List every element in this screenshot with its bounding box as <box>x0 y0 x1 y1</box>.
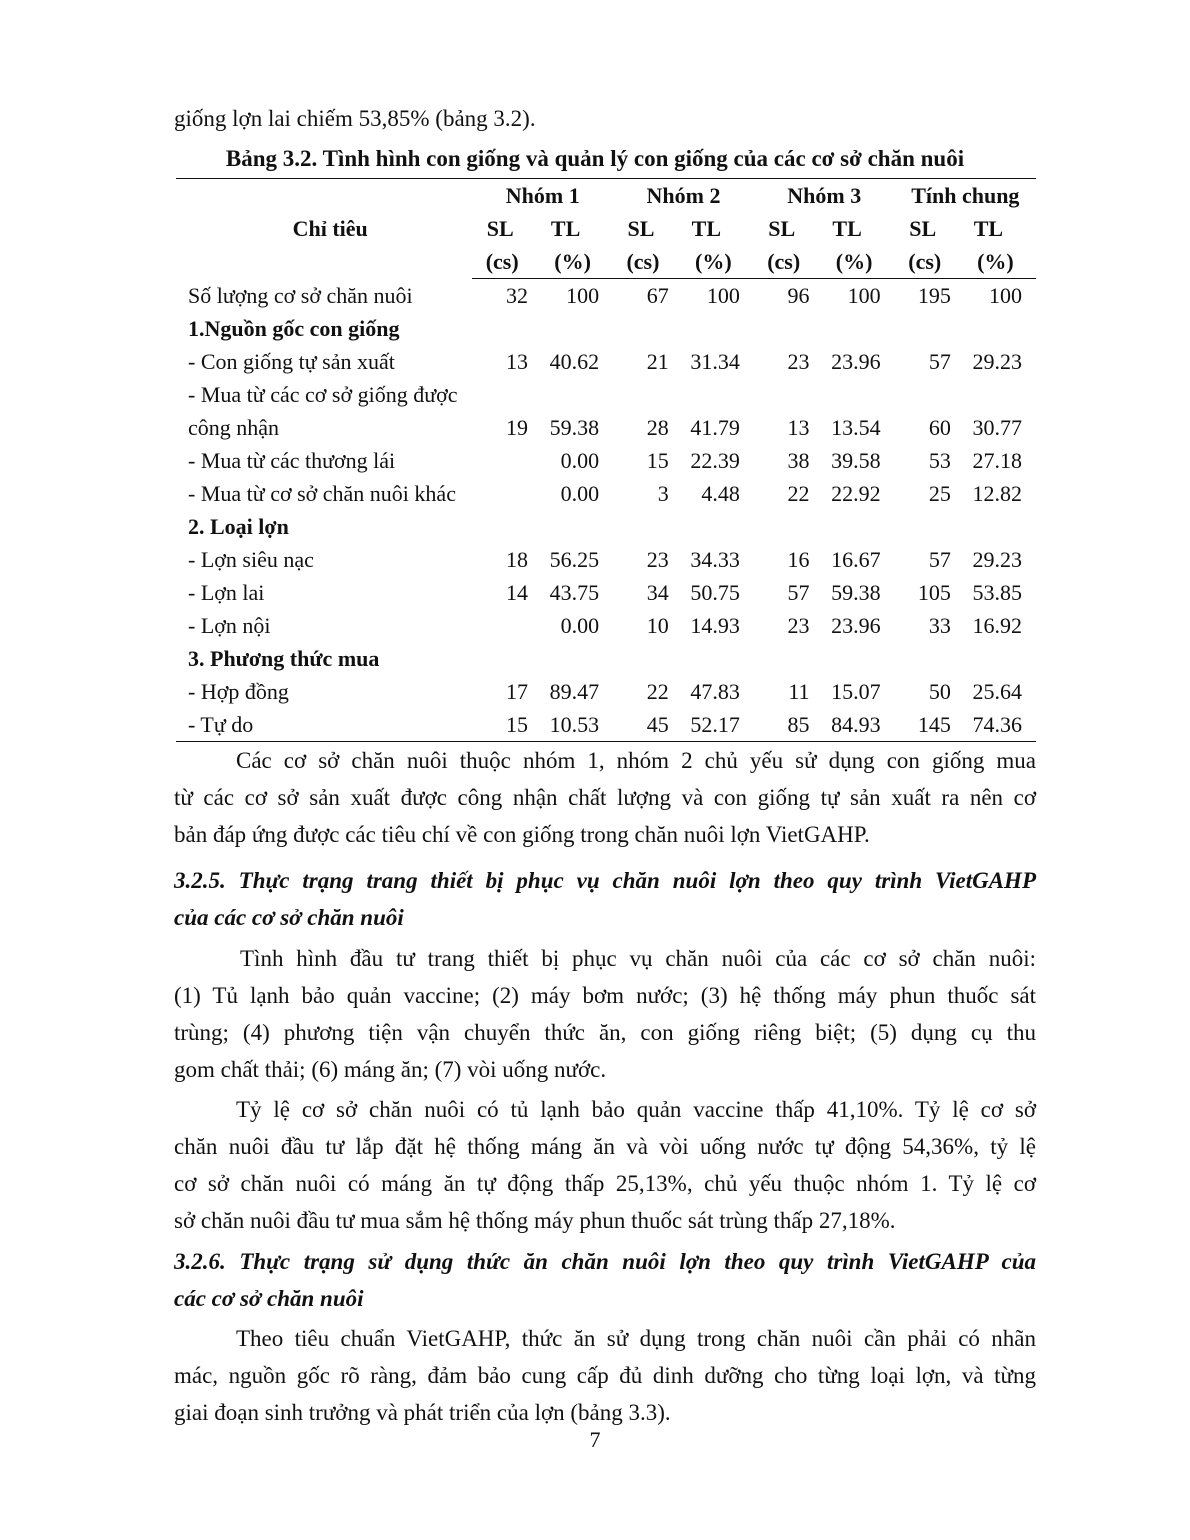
table-row <box>176 510 1036 543</box>
cell-tl: 0.00 <box>560 481 600 506</box>
tl-header: TL <box>550 216 581 241</box>
paragraph-line: trùng; (4) phương tiện vận chuyển thức ăn, con giống riêng biệt; (5) dụng cụ thu <box>174 1020 1036 1045</box>
tl-unit: (%) <box>673 245 754 279</box>
cell-sl: 57 <box>928 349 951 374</box>
tl-header: TL <box>973 216 1004 241</box>
table-row <box>176 675 1036 708</box>
cell-sl: 96 <box>787 283 810 308</box>
cell-sl: 11 <box>788 679 810 704</box>
cell-tl <box>532 378 613 411</box>
cell-sl <box>472 444 532 477</box>
cell-tl: 22.92 <box>831 481 881 506</box>
group-header: Tính chung <box>895 179 1036 213</box>
cell-tl: 12.82 <box>972 481 1022 506</box>
cell-tl <box>955 642 1036 675</box>
cell-tl: 27.18 <box>972 448 1022 473</box>
cell-sl <box>754 312 814 345</box>
cell-sl: 57 <box>787 580 810 605</box>
cell-sl: 3 <box>657 481 669 506</box>
cell-tl: 59.38 <box>549 415 600 440</box>
cell-tl: 30.77 <box>972 415 1022 440</box>
cell-sl: 67 <box>646 283 669 308</box>
table-row <box>176 642 1036 675</box>
cell-sl: 50 <box>928 679 951 704</box>
cell-sl: 53 <box>928 448 951 473</box>
cell-tl: 40.62 <box>549 349 600 374</box>
cell-tl: 29.23 <box>972 349 1022 374</box>
sl-unit: (cs) <box>472 245 532 279</box>
table-row <box>176 378 1036 411</box>
cell-tl <box>814 510 895 543</box>
cell-tl <box>814 378 895 411</box>
cell-sl: 19 <box>506 415 529 440</box>
header-label: Chỉ tiêu <box>176 179 472 279</box>
row-label: 3. Phương thức mua <box>188 646 380 671</box>
cell-sl: 21 <box>646 349 669 374</box>
cell-sl: 38 <box>787 448 810 473</box>
cell-tl: 25.64 <box>972 679 1022 704</box>
tl-header: TL <box>691 216 722 241</box>
row-label: 2. Loại lợn <box>188 514 289 539</box>
paragraph-line: Theo tiêu chuẩn VietGAHP, thức ăn sử dụng trong chăn nuôi cần phải có nhãn <box>236 1326 1036 1351</box>
cell-sl <box>472 510 532 543</box>
cell-sl <box>472 642 532 675</box>
paragraph-line: Tình hình đầu tư trang thiết bị phục vụ chăn nuôi của các cơ sở chăn nuôi: <box>240 946 1036 971</box>
cell-tl: 100 <box>566 283 600 308</box>
cell-tl: 16.67 <box>831 547 881 572</box>
cell-tl: 59.38 <box>831 580 881 605</box>
cell-sl: 23 <box>646 547 669 572</box>
cell-tl <box>532 312 613 345</box>
cell-sl: 14 <box>506 580 529 605</box>
cell-tl: 52.17 <box>673 708 754 742</box>
cell-tl <box>955 510 1036 543</box>
table-row <box>176 477 1036 510</box>
cell-sl: 33 <box>928 613 951 638</box>
intro-line: giống lợn lai chiếm 53,85% (bảng 3.2). <box>174 106 536 131</box>
cell-sl <box>613 642 673 675</box>
cell-sl <box>472 312 532 345</box>
cell-tl <box>532 510 613 543</box>
paragraph-line: gom chất thải; (6) máng ăn; (7) vòi uống nước. <box>174 1057 607 1082</box>
cell-tl: 31.34 <box>690 349 740 374</box>
cell-sl: 22 <box>787 481 810 506</box>
cell-sl: 13 <box>787 415 810 440</box>
row-label: - Mua từ các cơ sở giống được <box>188 382 458 407</box>
paragraph-line: (1) Tủ lạnh bảo quản vaccine; (2) máy bơm nước; (3) hệ thống máy phun thuốc sát <box>174 983 1036 1008</box>
cell-sl: 23 <box>787 349 810 374</box>
cell-sl <box>895 510 955 543</box>
cell-tl: 100 <box>989 283 1022 308</box>
group-header: Nhóm 1 <box>472 179 613 213</box>
paragraph-line: bản đáp ứng được các tiêu chí về con giống trong chăn nuôi lợn VietGAHP. <box>174 822 870 847</box>
heading-line: các cơ sở chăn nuôi <box>174 1286 364 1311</box>
cell-sl: 18 <box>506 547 529 572</box>
row-label: - Tự do <box>176 708 472 742</box>
cell-tl: 4.48 <box>701 481 740 506</box>
cell-tl: 23.96 <box>831 349 881 374</box>
cell-tl: 14.93 <box>690 613 740 638</box>
cell-tl: 100 <box>847 283 881 308</box>
cell-sl <box>472 609 532 642</box>
row-label: - Lợn siêu nạc <box>188 547 314 572</box>
cell-tl: 16.92 <box>972 613 1022 638</box>
sl-unit: (cs) <box>613 245 673 279</box>
cell-sl: 60 <box>928 415 951 440</box>
cell-tl <box>532 642 613 675</box>
cell-sl: 22 <box>646 679 669 704</box>
cell-sl <box>754 378 814 411</box>
row-label: - Mua từ cơ sở chăn nuôi khác <box>188 481 456 506</box>
cell-tl: 74.36 <box>955 708 1036 742</box>
cell-tl: 47.83 <box>690 679 740 704</box>
sl-unit: (cs) <box>895 245 955 279</box>
cell-tl <box>673 510 754 543</box>
paragraph-line: Các cơ sở chăn nuôi thuộc nhóm 1, nhóm 2 chủ yếu sử dụng con giống mua <box>236 748 1036 773</box>
cell-sl <box>613 312 673 345</box>
row-label: 1.Nguồn gốc con giống <box>188 316 400 341</box>
sl-header: SL <box>486 216 514 241</box>
row-label: - Mua từ các thương lái <box>188 448 396 473</box>
cell-sl: 23 <box>787 613 810 638</box>
heading-line: 3.2.5. Thực trạng trang thiết bị phục vụ chăn nuôi lợn theo quy trình VietGAHP <box>174 868 1036 893</box>
data-table <box>176 178 1036 742</box>
table-row <box>176 345 1036 378</box>
table-row <box>176 411 1036 444</box>
cell-sl <box>895 642 955 675</box>
row-label: Số lượng cơ sở chăn nuôi <box>188 282 413 308</box>
cell-tl: 39.58 <box>831 448 881 473</box>
table-row <box>176 279 1036 313</box>
row-label: - Hợp đồng <box>188 679 289 704</box>
cell-tl: 50.75 <box>690 580 740 605</box>
cell-tl: 29.23 <box>972 547 1022 572</box>
cell-sl: 13 <box>506 349 529 374</box>
row-label: - Con giống tự sản xuất <box>188 349 395 374</box>
cell-sl <box>895 312 955 345</box>
cell-sl: 145 <box>895 708 955 742</box>
cell-sl <box>613 378 673 411</box>
cell-sl <box>754 510 814 543</box>
table-body <box>176 279 1036 742</box>
page-number: 7 <box>589 1427 601 1452</box>
cell-sl <box>472 477 532 510</box>
paragraph-line: giai đoạn sinh trưởng và phát triển của lợn (bảng 3.3). <box>174 1400 671 1425</box>
row-label: - Lợn nội <box>188 613 271 638</box>
row-label: công nhận <box>188 415 280 440</box>
cell-tl <box>814 312 895 345</box>
table-row <box>176 444 1036 477</box>
paragraph-line: mác, nguồn gốc rõ ràng, đảm bảo cung cấp đủ dinh dưỡng cho từng loại lợn, và từng <box>174 1363 1036 1388</box>
group-header: Nhóm 3 <box>754 179 895 213</box>
cell-tl: 43.75 <box>549 580 600 605</box>
cell-tl: 53.85 <box>972 580 1022 605</box>
paragraph-line: sở chăn nuôi đầu tư mua sắm hệ thống máy phun thuốc sát trùng thấp 27,18%. <box>174 1208 896 1233</box>
cell-tl <box>673 642 754 675</box>
cell-tl: 34.33 <box>690 547 740 572</box>
cell-sl <box>613 510 673 543</box>
cell-tl: 41.79 <box>690 415 740 440</box>
cell-sl: 17 <box>506 679 529 704</box>
cell-sl <box>895 378 955 411</box>
cell-tl <box>673 378 754 411</box>
cell-tl: 56.25 <box>549 547 600 572</box>
cell-sl: 195 <box>917 283 951 308</box>
cell-sl <box>472 378 532 411</box>
heading-line: của các cơ sở chăn nuôi <box>174 905 404 930</box>
cell-sl: 10 <box>646 613 669 638</box>
paragraph-line: chăn nuôi đầu tư lắp đặt hệ thống máng ăn và vòi uống nước tự động 54,36%, tỷ lệ <box>174 1134 1036 1159</box>
paragraph-line: từ các cơ sở sản xuất được công nhận chất lượng và con giống tự sản xuất ra nên cơ <box>174 785 1036 810</box>
cell-tl: 13.54 <box>831 415 881 440</box>
cell-tl: 15.07 <box>831 679 881 704</box>
table-row <box>176 543 1036 576</box>
cell-tl <box>955 312 1036 345</box>
table-row <box>176 312 1036 345</box>
cell-tl: 10.53 <box>532 708 613 742</box>
group-header: Nhóm 2 <box>613 179 754 213</box>
cell-tl: 23.96 <box>831 613 881 638</box>
paragraph-line: cơ sở chăn nuôi có máng ăn tự động thấp 25,13%, chủ yếu thuộc nhóm 1. Tỷ lệ cơ <box>174 1171 1036 1196</box>
tl-unit: (%) <box>814 245 895 279</box>
table-row <box>176 609 1036 642</box>
sl-unit: (cs) <box>754 245 814 279</box>
cell-sl <box>754 642 814 675</box>
tl-unit: (%) <box>532 245 613 279</box>
tl-unit: (%) <box>955 245 1036 279</box>
sl-header: SL <box>627 216 655 241</box>
cell-sl: 15 <box>472 708 532 742</box>
row-label: - Lợn lai <box>188 580 265 605</box>
cell-tl: 100 <box>706 283 740 308</box>
cell-tl <box>814 642 895 675</box>
heading-line: 3.2.6. Thực trạng sử dụng thức ăn chăn nuôi lợn theo quy trình VietGAHP của <box>174 1249 1036 1274</box>
table-row <box>176 576 1036 609</box>
cell-tl: 89.47 <box>549 679 600 704</box>
table-row <box>176 708 1036 742</box>
sl-header: SL <box>909 216 937 241</box>
cell-tl: 0.00 <box>560 448 600 473</box>
sl-header: SL <box>768 216 796 241</box>
cell-sl: 85 <box>754 708 814 742</box>
cell-tl <box>673 312 754 345</box>
cell-tl: 22.39 <box>690 448 740 473</box>
cell-sl: 28 <box>646 415 669 440</box>
cell-tl: 0.00 <box>560 613 600 638</box>
table-caption: Bảng 3.2. Tình hình con giống và quản lý con giống của các cơ sở chăn nuôi <box>225 146 965 171</box>
paragraph-line: Tỷ lệ cơ sở chăn nuôi có tủ lạnh bảo quản vaccine thấp 41,10%. Tỷ lệ cơ sở <box>236 1097 1036 1122</box>
cell-sl: 45 <box>613 708 673 742</box>
cell-tl <box>955 378 1036 411</box>
cell-sl: 105 <box>917 580 951 605</box>
cell-tl: 84.93 <box>814 708 895 742</box>
cell-sl: 57 <box>928 547 951 572</box>
cell-sl: 15 <box>646 448 669 473</box>
tl-header: TL <box>832 216 862 241</box>
cell-sl: 25 <box>928 481 951 506</box>
cell-sl: 34 <box>646 580 669 605</box>
cell-sl: 16 <box>787 547 810 572</box>
cell-sl: 32 <box>506 283 529 308</box>
